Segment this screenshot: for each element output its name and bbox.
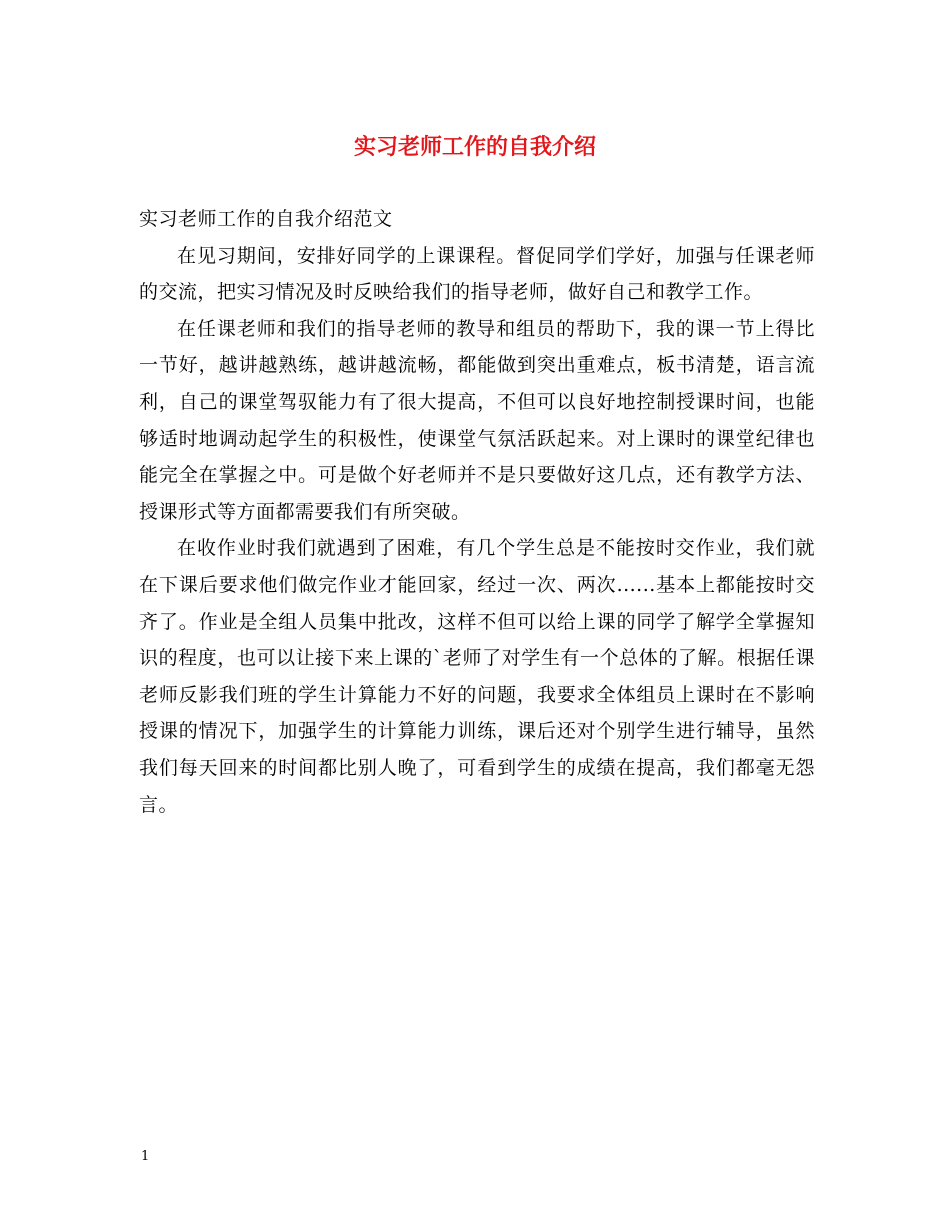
document-title: 实习老师工作的自我介绍 <box>353 134 596 160</box>
document-subtitle: 实习老师工作的自我介绍范文 <box>139 208 393 230</box>
paragraph-2: 在任课老师和我们的指导老师的教导和组员的帮助下，我的课一节上得比一节好，越讲越熟练，越讲越流畅，都能做到突出重难点，板书清楚，语言流利，自己的课堂驾驭能力有了很大提高，不但可以良好地控制授课时间，也能够适时地调动起学生的积极性，使课堂气氛活跃起来。对上课时的课堂纪律也能完全在掌握之中。可是做个好老师并不是只要做好这几点，还有教学方法、授课形式等方面都需要我们有所突破。 <box>139 317 815 523</box>
paragraph-1: 在见习期间，安排好同学的上课课程。督促同学们学好，加强与任课老师的交流，把实习情况及时反映给我们的指导老师，做好自己和教学工作。 <box>139 244 815 304</box>
paragraph-3: 在收作业时我们就遇到了困难，有几个学生总是不能按时交作业，我们就在下课后要求他们做完作业才能回家，经过一次、两次......基本上都能按时交齐了。作业是全组人员集中批改，这样不但可以给上课的同学了解学全掌握知识的程度，也可以让接下来上课的`老师了对学生有一个总体的了解。根据任课老师反影我们班的学生计算能力不好的问题，我要求全体组员上课时在不影响授课的情况下，加强学生的计算能力训练，课后还对个别学生进行辅导，虽然我们每天回来的时间都比别人晚了，可看到学生的成绩在提高，我们都毫无怨言。 <box>139 537 815 816</box>
document-body <box>139 201 815 823</box>
page-number: 1 <box>141 1149 150 1164</box>
